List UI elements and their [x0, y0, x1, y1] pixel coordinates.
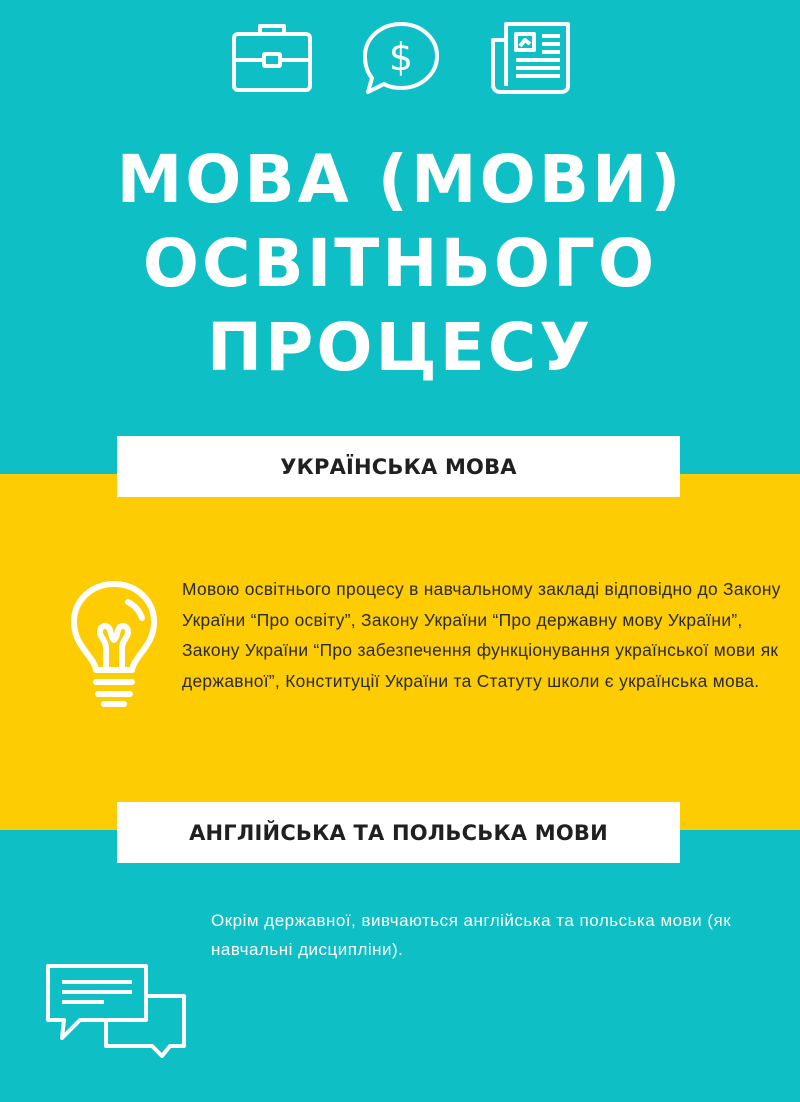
ukrainian-language-text: Мовою освітнього процесу в навчальному закладі відповідно до Закону України “Про освіту”, Закону України “Про державну мову України”, Закону України “Про забезпечення функціонування української мови як державної”, Конституції України та Статуту школи є українська мова. — [182, 579, 781, 691]
section-heading-foreign — [117, 802, 680, 863]
briefcase-icon — [230, 20, 314, 96]
section-heading-ukrainian — [117, 436, 680, 497]
svg-text:$: $ — [388, 35, 414, 79]
page-title — [0, 138, 800, 390]
title-line: ОСВІТНЬОГО — [142, 225, 658, 302]
section-heading-label: АНГЛІЙСЬКА ТА ПОЛЬСЬКА МОВИ — [189, 820, 608, 845]
newspaper-icon — [490, 20, 574, 96]
lightbulb-icon — [66, 578, 162, 714]
title-line: МОВА (МОВИ) — [116, 141, 684, 218]
title-line: ПРОЦЕСУ — [206, 309, 594, 386]
foreign-languages-text: Окрім державної, вивчаються англійська та польська мови (як навчальні дисципліни). — [211, 911, 732, 959]
chat-bubbles-icon — [44, 962, 190, 1060]
section-heading-label: УКРАЇНСЬКА МОВА — [280, 454, 517, 479]
header-icons — [0, 20, 800, 100]
dollar-speech-icon — [360, 20, 442, 98]
